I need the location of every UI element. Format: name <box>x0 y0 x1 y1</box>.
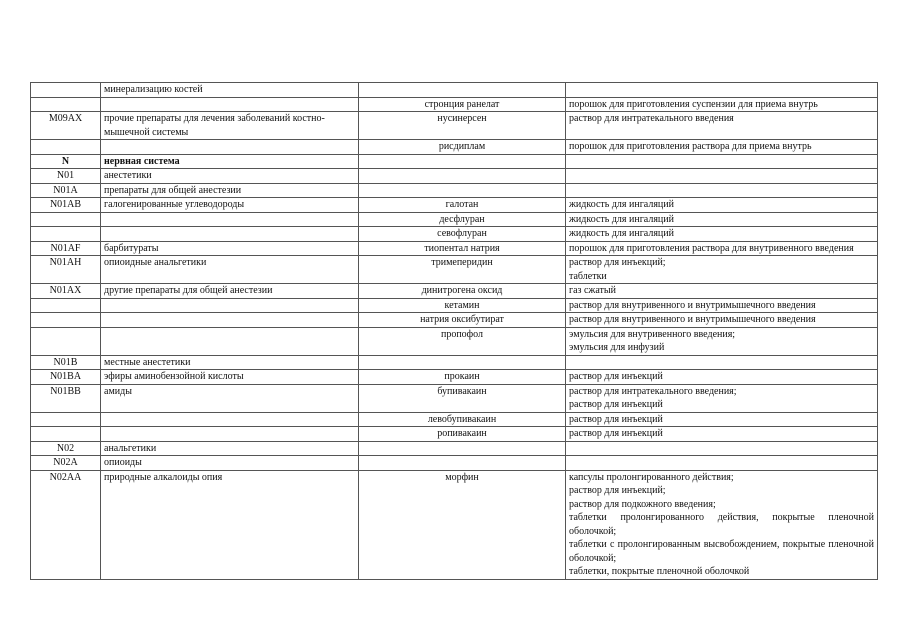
dosage-forms-cell <box>566 470 878 579</box>
drug-name-cell <box>359 83 566 98</box>
table-row <box>31 370 878 385</box>
group-name-cell: природные алкалоиды опия <box>101 470 359 579</box>
dosage-form-line: раствор для инъекций; <box>569 257 666 268</box>
table-row <box>31 112 878 140</box>
drug-name-cell <box>359 441 566 456</box>
dosage-form-line: раствор для внутривенного и внутримышечного введения <box>569 299 816 311</box>
group-name-cell <box>101 412 359 427</box>
dosage-form-line: раствор для внутривенного и внутримышечного введения <box>569 314 816 325</box>
dosage-form-line: жидкость для ингаляций <box>569 228 674 239</box>
drug-name-cell: нусинерсен <box>359 112 566 140</box>
group-name-cell <box>101 227 359 242</box>
table-row <box>31 198 878 213</box>
dosage-forms-cell <box>566 241 878 256</box>
dosage-forms-cell <box>566 441 878 456</box>
atc-code-cell <box>31 313 101 328</box>
table-row <box>31 313 878 328</box>
table-row <box>31 140 878 155</box>
drug-name-cell: левобупивакаин <box>359 412 566 427</box>
table-row <box>31 83 878 98</box>
group-name-cell <box>101 427 359 442</box>
dosage-forms-cell <box>566 384 878 412</box>
drug-name-cell: тиопентал натрия <box>359 241 566 256</box>
dosage-forms-cell <box>566 112 878 140</box>
drug-name-cell: динитрогена оксид <box>359 284 566 299</box>
table-row <box>31 241 878 256</box>
atc-code-cell: N01A <box>31 183 101 198</box>
group-name-cell <box>101 327 359 355</box>
atc-code-cell <box>31 83 101 98</box>
dosage-forms-cell <box>566 154 878 169</box>
atc-code-cell: N01B <box>31 355 101 370</box>
dosage-form-line: раствор для интратекального введения <box>569 113 734 124</box>
dosage-form-line: таблетки, покрытые пленочной оболочкой <box>569 566 750 577</box>
dosage-forms-cell <box>566 169 878 184</box>
dosage-form-line: таблетки с пролонгированным высвобождением, покрытые пленочной оболочкой; <box>569 539 874 564</box>
dosage-forms-cell <box>566 198 878 213</box>
drug-name-cell <box>359 169 566 184</box>
group-name-cell: эфиры аминобензойной кислоты <box>101 370 359 385</box>
dosage-forms-cell <box>566 140 878 155</box>
atc-code-cell: N02A <box>31 456 101 471</box>
dosage-forms-cell <box>566 313 878 328</box>
drug-name-cell: ропивакаин <box>359 427 566 442</box>
group-name-cell <box>101 212 359 227</box>
group-name-cell: анальгетики <box>101 441 359 456</box>
table-row <box>31 298 878 313</box>
atc-code-cell: N02 <box>31 441 101 456</box>
dosage-form-line: раствор для инъекций <box>569 371 663 382</box>
atc-code-cell: N01AF <box>31 241 101 256</box>
dosage-form-line: порошок для приготовления суспензии для приема внутрь <box>569 98 818 110</box>
dosage-form-line: жидкость для ингаляций <box>569 213 674 225</box>
drug-name-cell: рисдиплам <box>359 140 566 155</box>
table-row <box>31 427 878 442</box>
dosage-form-line: эмульсия для внутривенного введения; <box>569 328 736 340</box>
table-row <box>31 412 878 427</box>
group-name-cell: прочие препараты для лечения заболеваний костно-мышечной системы <box>101 112 359 140</box>
atc-code-cell: N01AH <box>31 256 101 284</box>
dosage-forms-cell <box>566 256 878 284</box>
drug-name-cell: севофлуран <box>359 227 566 242</box>
dosage-forms-cell <box>566 355 878 370</box>
dosage-forms-cell <box>566 212 878 227</box>
table-row <box>31 456 878 471</box>
atc-code-cell: N02AA <box>31 470 101 579</box>
atc-code-cell: M09AX <box>31 112 101 140</box>
dosage-form-line: раствор для инъекций; <box>569 485 666 496</box>
atc-code-cell <box>31 97 101 112</box>
table-row <box>31 384 878 412</box>
dosage-form-line: эмульсия для инфузий <box>569 342 665 353</box>
atc-code-cell <box>31 212 101 227</box>
dosage-form-line: раствор для инъекций <box>569 399 663 410</box>
dosage-form-line: порошок для приготовления раствора для приема внутрь <box>569 141 812 152</box>
atc-code-cell: N01AB <box>31 198 101 213</box>
dosage-forms-cell <box>566 227 878 242</box>
atc-code-cell <box>31 140 101 155</box>
dosage-forms-cell <box>566 97 878 112</box>
group-name-cell: нервная система <box>101 154 359 169</box>
group-name-cell: барбитураты <box>101 241 359 256</box>
drug-name-cell: галотан <box>359 198 566 213</box>
table-row <box>31 355 878 370</box>
group-name-cell: амиды <box>101 384 359 412</box>
group-name-cell <box>101 97 359 112</box>
atc-code-cell <box>31 227 101 242</box>
group-name-cell: местные анестетики <box>101 355 359 370</box>
table-row <box>31 97 878 112</box>
atc-code-cell: N01BB <box>31 384 101 412</box>
drug-table <box>30 82 878 580</box>
drug-name-cell: натрия оксибутират <box>359 313 566 328</box>
drug-name-cell: пропофол <box>359 327 566 355</box>
atc-code-cell: N01 <box>31 169 101 184</box>
dosage-form-line: раствор для инъекций <box>569 413 663 425</box>
dosage-forms-cell <box>566 284 878 299</box>
drug-name-cell <box>359 355 566 370</box>
atc-code-cell: N <box>31 154 101 169</box>
drug-name-cell: морфин <box>359 470 566 579</box>
drug-name-cell <box>359 154 566 169</box>
table-row <box>31 227 878 242</box>
dosage-forms-cell <box>566 456 878 471</box>
dosage-forms-cell <box>566 298 878 313</box>
dosage-form-line: жидкость для ингаляций <box>569 199 674 210</box>
group-name-cell: опиоиды <box>101 456 359 471</box>
drug-name-cell <box>359 183 566 198</box>
group-name-cell <box>101 140 359 155</box>
dosage-form-line: раствор для подкожного введения; <box>569 498 716 510</box>
group-name-cell: другие препараты для общей анестезии <box>101 284 359 299</box>
drug-name-cell: стронция ранелат <box>359 97 566 112</box>
dosage-form-line: раствор для интратекального введения; <box>569 385 737 397</box>
dosage-forms-cell <box>566 427 878 442</box>
dosage-forms-cell <box>566 412 878 427</box>
atc-code-cell <box>31 298 101 313</box>
atc-code-cell <box>31 427 101 442</box>
table-row <box>31 169 878 184</box>
group-name-cell: минерализацию костей <box>101 83 359 98</box>
dosage-form-line: раствор для инъекций <box>569 428 663 439</box>
dosage-form-line: газ сжатый <box>569 285 616 296</box>
atc-code-cell: N01BA <box>31 370 101 385</box>
dosage-form-line: таблетки <box>569 270 607 282</box>
table-row <box>31 183 878 198</box>
drug-name-cell: прокаин <box>359 370 566 385</box>
dosage-form-line: капсулы пролонгированного действия; <box>569 471 734 483</box>
table-row <box>31 212 878 227</box>
drug-name-cell <box>359 456 566 471</box>
table-row <box>31 327 878 355</box>
drug-name-cell: десфлуран <box>359 212 566 227</box>
dosage-form-line: таблетки пролонгированного действия, покрытые пленочной оболочкой; <box>569 512 874 537</box>
table-row <box>31 470 878 579</box>
dosage-forms-cell <box>566 83 878 98</box>
drug-name-cell: тримеперидин <box>359 256 566 284</box>
group-name-cell <box>101 313 359 328</box>
table-row <box>31 284 878 299</box>
table-row <box>31 154 878 169</box>
drug-name-cell: бупивакаин <box>359 384 566 412</box>
group-name-cell: галогенированные углеводороды <box>101 198 359 213</box>
atc-code-cell: N01AX <box>31 284 101 299</box>
table-body <box>31 83 878 580</box>
group-name-cell: препараты для общей анестезии <box>101 183 359 198</box>
group-name-cell: анестетики <box>101 169 359 184</box>
table-row <box>31 256 878 284</box>
dosage-forms-cell <box>566 370 878 385</box>
atc-code-cell <box>31 327 101 355</box>
group-name-cell <box>101 298 359 313</box>
dosage-forms-cell <box>566 327 878 355</box>
group-name-cell: опиоидные анальгетики <box>101 256 359 284</box>
table-row <box>31 441 878 456</box>
dosage-forms-cell <box>566 183 878 198</box>
dosage-form-line: порошок для приготовления раствора для внутривенного введения <box>569 242 854 254</box>
drug-name-cell: кетамин <box>359 298 566 313</box>
atc-code-cell <box>31 412 101 427</box>
